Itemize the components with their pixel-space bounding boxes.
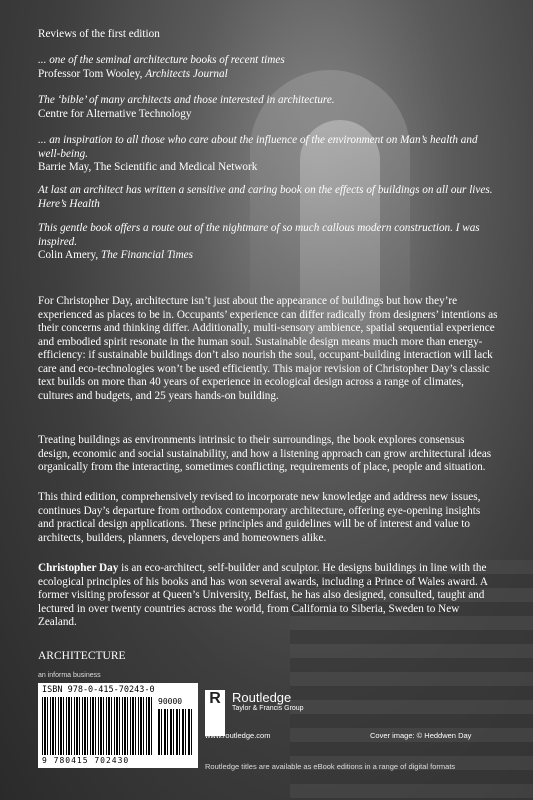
price-code: 90000 <box>158 697 183 706</box>
review-quote: This gentle book offers a route out of the nightmare of so much callous modern construction. I was inspired. <box>38 222 480 248</box>
review-3 <box>38 134 498 175</box>
ean-number: 9 780415 702430 <box>42 756 130 765</box>
description-paragraph: This third edition, comprehensively revised to incorporate new knowledge and address new issues, continues Day’s departure from orthodox contemporary architecture, offering eye-opening insights and practical design applications. These principles and guidelines will be of interest and value to architects, builders, planners, developers and homeowners alike. <box>38 491 481 544</box>
review-5 <box>38 222 498 263</box>
barcode-area <box>38 672 200 768</box>
isbn-barcode <box>38 683 198 768</box>
description-paragraph: Treating buildings as environments intrinsic to their surroundings, the book explores consensus design, economic and social sustainability, and how a listening approach can grow architectural ideas organically from the interacting, sometimes conflicting, requirements of place, people and situation. <box>38 434 492 473</box>
review-quote: At last an architect has written a sensitive and caring book on the effects of buildings on all our lives. <box>38 184 493 196</box>
category-label: ARCHITECTURE <box>38 650 126 662</box>
review-source: Professor Tom Wooley, Architects Journal <box>38 67 228 80</box>
review-source: Centre for Alternative Technology <box>38 107 192 120</box>
ebook-note: Routledge titles are available as eBook editions in a range of digital formats <box>205 762 456 771</box>
isbn-text: ISBN 978-0-415-70243-0 <box>42 685 155 695</box>
review-quote: ... one of the seminal architecture books of recent times <box>38 54 285 66</box>
publisher-url: www.routledge.com <box>205 731 271 740</box>
review-4 <box>38 184 498 211</box>
publisher-name: Routledge Taylor & Francis Group <box>232 690 304 712</box>
routledge-logo-icon: R <box>205 690 225 736</box>
review-2 <box>38 94 498 121</box>
review-quote: The ‘bible’ of many architects and those interested in architecture. <box>38 94 335 106</box>
price-barcode-icon <box>158 709 194 755</box>
author-name: Christopher Day <box>38 562 119 574</box>
description-paragraph: For Christopher Day, architecture isn’t just about the appearance of buildings but how they’re experienced as places to be in. Occupants’ experience can differ radically from designers’ intentions as their concerns and thinking differ. Additionally, multi-sensory ambience, spatial sequential experience and embodied spirit resonate in the human soul. Sustainable design means much more than energy-efficiency: if sustainable buildings don’t also nourish the soul, occupant-building interaction will lack care and eco-technologies won’t be used efficiently. This major revision of Christopher Day’s classic text builds on more than 40 years of experience in ecological design across a range of climates, cultures and budgets, and 25 years hands-on building. <box>38 295 498 402</box>
barcode-icon <box>42 697 154 755</box>
cover-credit: Cover image: © Heddwen Day <box>370 731 472 740</box>
review-source: Barrie May, The Scientific and Medical Network <box>38 161 258 173</box>
review-1 <box>38 54 498 81</box>
informa-business: an informa business <box>38 672 101 679</box>
review-quote: ... an inspiration to all those who care about the influence of the environment on Man’s health and well-being. <box>38 134 478 160</box>
reviews-heading: Reviews of the first edition <box>38 28 160 40</box>
review-source: Colin Amery, The Financial Times <box>38 249 193 261</box>
author-bio: Christopher Day is an eco-architect, self-builder and sculptor. He designs buildings in line with the ecological principles of his books and has won several awards, including a Prince of Wales award. A former visiting professor at Queen’s University, Belfast, he has also designed, consulted, taught and lectured in over twenty countries across the world, from California to Siberia, Sweden to New Zealand. <box>38 562 488 628</box>
review-source: Here’s Health <box>38 197 100 210</box>
